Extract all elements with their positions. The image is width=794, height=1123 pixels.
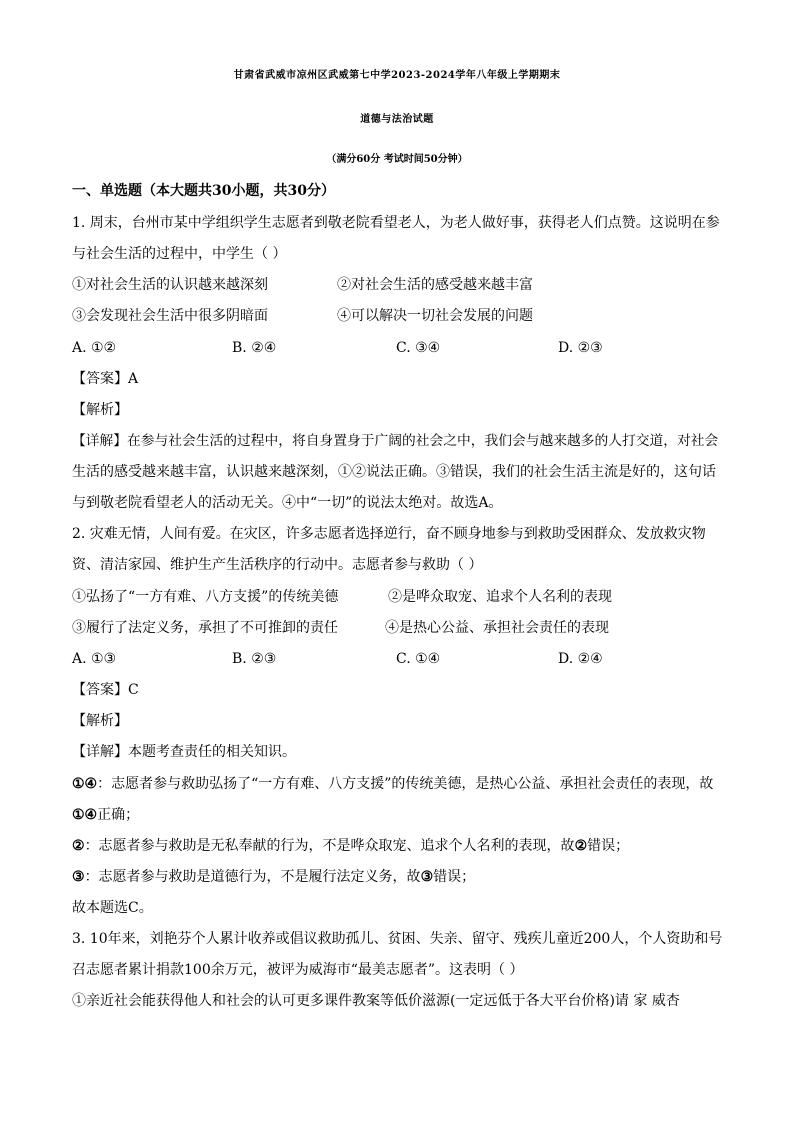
q2-option-a: A. ①③: [72, 651, 117, 667]
q1-statement-2: ②对社会生活的感受越来越丰富: [337, 277, 533, 293]
q3-stem-line1: 3. 10年来，刘艳芬个人累计收养或倡议救助孤儿、贫困、失亲、留守、残疾儿童近200人，个人资助和号: [72, 931, 723, 947]
q1-statement-3: ③会发现社会生活中很多阴暗面: [72, 308, 268, 324]
q1-option-a: A. ①②: [72, 340, 117, 356]
q2-detail-line2: [72, 805, 139, 825]
q2-detail-marker: ②: [72, 838, 85, 854]
q2-detail-text: ：志愿者参与救助是无私奉献的行为，不是哗众取宠、追求个人名利的表现，故: [84, 838, 575, 854]
q2-conclusion: 故本题选C。: [72, 900, 153, 916]
exam-subtitle: （满分60分 考试时间50分钟）: [326, 154, 468, 165]
q3-stem-line2: 召志愿者累计捐款100余万元，被评为威海市“最美志愿者”。这表明（ ）: [72, 962, 524, 978]
q2-detail-marker: ③: [72, 869, 85, 885]
q3-statement-1: ①亲近社会能获得他人和社会的认可更多课件教案等低价滋源(一定远低于各大平台价格)请 家 威杏: [72, 993, 680, 1009]
document-title-line1: 甘肃省武威市凉州区武威第七中学2023-2024学年八年级上学期期末: [233, 70, 561, 81]
q2-detail-line1: [72, 774, 713, 794]
q2-option-c: C. ①④: [396, 651, 441, 667]
q2-statement-4: ④是热心公益、承担社会责任的表现: [385, 620, 609, 636]
q2-detail-line4: [72, 867, 475, 887]
q1-option-c: C. ③④: [396, 340, 441, 356]
q2-detail-text: 正确；: [97, 807, 140, 823]
q2-detail-marker: ②: [574, 838, 588, 854]
q2-stem-line2: 资、清洁家园、维护生产生活秩序的行动中。志愿者参与救助（ ）: [72, 557, 483, 573]
q1-detail-line3: 与到敬老院看望老人的活动无关。④中“一切”的说法太绝对。故选A。: [72, 495, 503, 511]
q2-stem-line1: 2. 灾难无情，人间有爱。在灾区，许多志愿者选择逆行，奋不顾身地参与到救助受困群众、发放救灾物: [72, 526, 706, 542]
q2-detail-text: ：志愿者参与救助弘扬了“一方有难、八方支援”的传统美德，是热心公益、承担社会责任的表现，故: [97, 776, 714, 792]
q1-statement-4: ④可以解决一切社会发展的问题: [337, 308, 533, 324]
q2-detail-marker: ①④: [72, 776, 98, 792]
document-title-line2: 道德与法治试题: [360, 114, 434, 125]
q2-detail-text: 错误；: [433, 869, 476, 885]
q2-detail-marker: ①④: [72, 807, 98, 823]
q2-statement-1: ①弘扬了“一方有难、八方支援”的传统美德: [72, 589, 339, 605]
q2-option-b: B. ②③: [232, 651, 277, 667]
q2-answer: 【答案】C: [72, 682, 139, 698]
q1-stem-line1: 1. 周末，台州市某中学组织学生志愿者到敬老院看望老人，为老人做好事，获得老人们点赞。这说明在参: [72, 215, 720, 231]
q1-detail-line2: 生活的感受越来越丰富，认识越来越深刻，①②说法正确。③错误，我们的社会生活主流是好的，这句话: [72, 464, 716, 480]
q1-answer: 【答案】A: [72, 371, 139, 387]
q2-detail-text: 错误；: [587, 838, 630, 854]
q2-statement-2: ②是哗众取宠、追求个人名利的表现: [388, 589, 612, 605]
q1-detail-line1: 【详解】在参与社会生活的过程中，将自身置身于广阔的社会之中，我们会与越来越多的人打交道，对社会: [72, 433, 719, 449]
q2-option-d: D. ②④: [558, 651, 603, 667]
q1-stem-line2: 与社会生活的过程中，中学生（ ）: [72, 246, 287, 262]
q2-detail-text: ：志愿者参与救助是道德行为，不是履行法定义务，故: [84, 869, 421, 885]
q1-analysis-heading: 【解析】: [72, 402, 128, 418]
q2-analysis-heading: 【解析】: [72, 713, 128, 729]
q2-detail-line3: [72, 836, 629, 856]
q1-statement-1: ①对社会生活的认识越来越深刻: [72, 277, 268, 293]
q2-statement-3: ③履行了法定义务，承担了不可推卸的责任: [72, 620, 338, 636]
q1-option-b: B. ②④: [232, 340, 277, 356]
q2-detail-intro: 【详解】本题考查责任的相关知识。: [72, 744, 296, 760]
q2-detail-marker: ③: [420, 869, 434, 885]
q1-option-d: D. ②③: [558, 340, 603, 356]
section-heading: 一、单选题（本大题共30小题，共30分）: [72, 183, 335, 199]
